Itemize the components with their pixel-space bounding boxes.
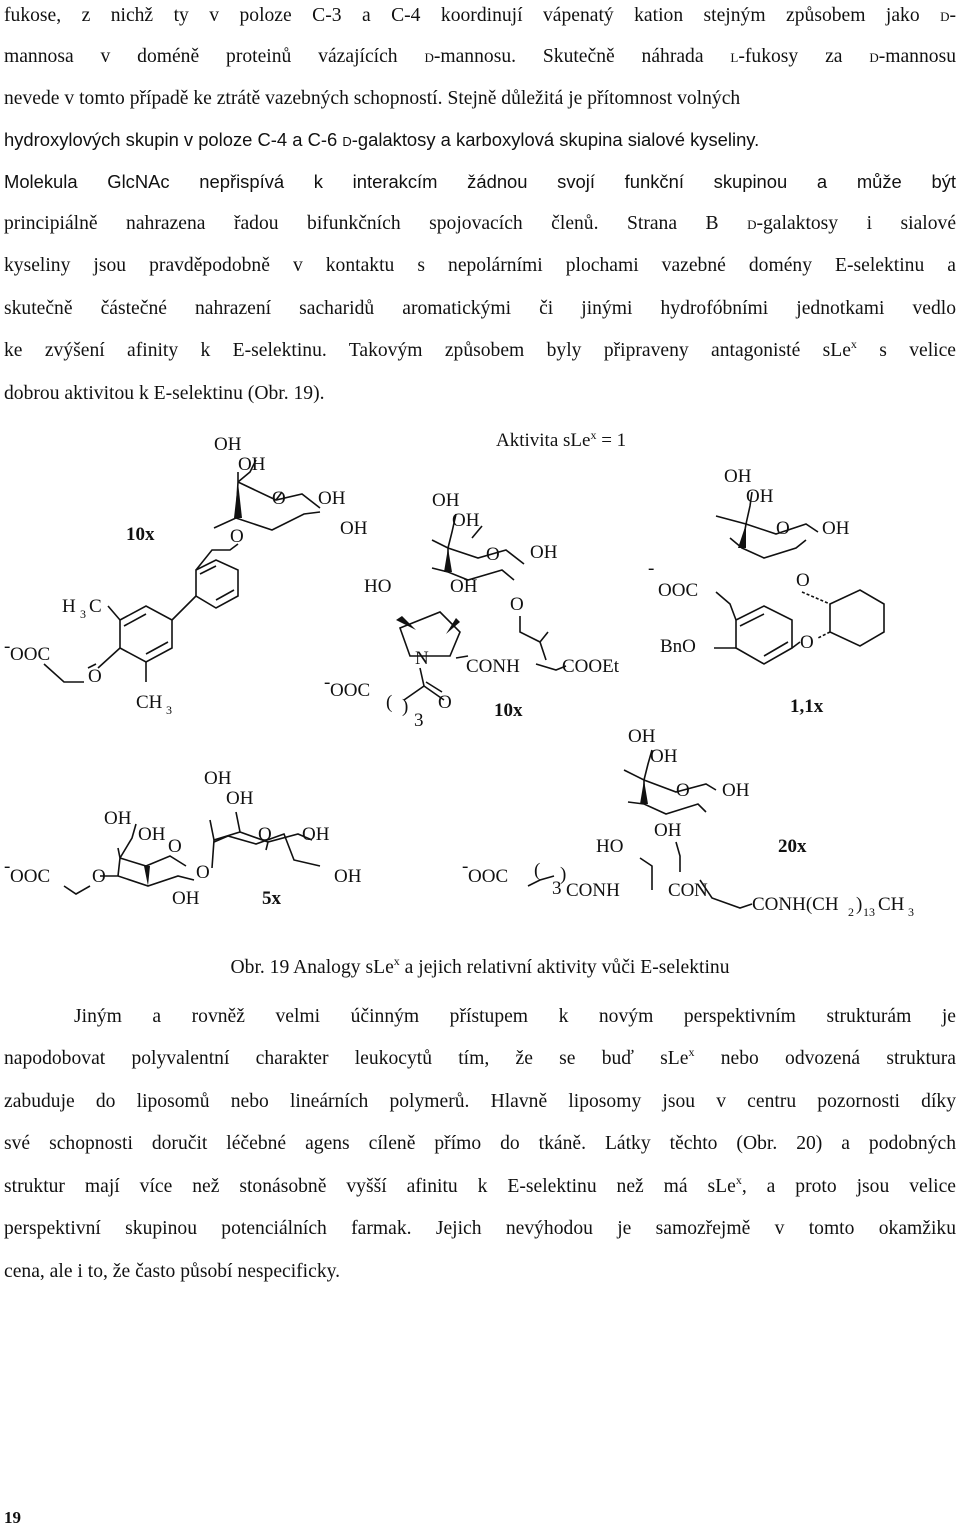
structure-atom-label: CO xyxy=(668,880,695,901)
activity-label: Aktivita sLe$^x$ = 1 xyxy=(496,428,627,451)
compound-4 xyxy=(4,768,362,909)
structure-atom-label: - xyxy=(4,636,11,657)
bond-line xyxy=(120,824,136,858)
bond-line xyxy=(624,770,716,814)
bond-line xyxy=(432,540,524,580)
text-line xyxy=(4,87,956,111)
structure-atom-label: O xyxy=(258,824,272,845)
structure-atom-label: OH xyxy=(138,824,166,845)
structure-atom-label: ( xyxy=(534,860,541,881)
structure-atom-label: OH xyxy=(628,726,656,747)
structure-atom-label: OH xyxy=(654,820,682,841)
structure-atom-label: OH xyxy=(724,466,752,487)
text-line xyxy=(4,339,956,363)
structure-atom-label: O xyxy=(272,488,286,509)
compound-3 xyxy=(648,466,884,717)
structure-atom-label: 3 xyxy=(166,703,172,717)
text-line xyxy=(4,128,956,154)
structure-atom-label: 10x xyxy=(494,700,523,721)
structure-atom-label: OH xyxy=(204,768,232,789)
structure-atom-label: OH xyxy=(238,454,266,475)
structure-atom-label: CONH xyxy=(466,656,520,677)
superscript: x xyxy=(735,1173,742,1187)
caption-text: Obr. 19 Analogy sLe xyxy=(230,957,394,978)
text-line xyxy=(4,4,956,29)
structure-atom-label: - xyxy=(324,672,331,693)
text-line xyxy=(4,170,956,194)
small-caps-letter: L xyxy=(730,50,739,65)
structure-atom-label: O xyxy=(486,544,500,565)
structure-atom-label: O xyxy=(796,570,810,591)
benzene-ring xyxy=(196,560,238,608)
structure-atom-label: 10x xyxy=(126,524,155,545)
bond-line xyxy=(792,642,800,648)
text-span: -galaktosy a karboxylová skupina sialové kyseliny. xyxy=(351,129,760,150)
text-span: -fukosy za xyxy=(738,46,870,67)
text-span: -mannosu. Skutečně náhrada xyxy=(433,46,731,67)
structure-atom-label: OH xyxy=(340,518,368,539)
text-span: nevede v tomto případě ke ztrátě vazebných schopností. xyxy=(4,88,448,109)
text-line xyxy=(4,1260,956,1284)
structure-atom-label: OH xyxy=(650,746,678,767)
structure-atom-label: HO xyxy=(364,576,392,597)
structure-atom-label: OH xyxy=(302,824,330,845)
structure-atom-label: H xyxy=(62,596,76,617)
bond-line xyxy=(716,516,818,558)
text-span: -mannosu xyxy=(878,46,956,67)
structure-atom-label: ( xyxy=(386,692,393,713)
structure-atom-label: OOC xyxy=(658,580,699,601)
structure-atom-label: 20x xyxy=(778,836,807,857)
structures-drawing xyxy=(0,420,960,950)
structure-atom-label: HO xyxy=(596,836,624,857)
structure-atom-label: ) xyxy=(856,894,863,915)
text-span: skutečně částečné nahrazení sacharidů aromatickými či jinými hydrofóbními jednotkami vedlo xyxy=(4,298,956,319)
structure-atom-label: OH xyxy=(746,486,774,507)
bond-line xyxy=(124,614,168,654)
structure-atom-label: C xyxy=(89,596,102,617)
text-span: hydroxylových skupin v poloze C-4 a C-6 xyxy=(4,129,343,150)
structure-atom-label: OOC xyxy=(10,644,51,665)
wedge-bond xyxy=(444,548,452,572)
text-line xyxy=(4,1090,956,1114)
structure-atom-label: O xyxy=(676,780,690,801)
structure-atom-label: - xyxy=(648,558,655,579)
small-caps-letter: D xyxy=(747,217,757,232)
structure-atom-label: OH xyxy=(450,576,478,597)
structure-atom-label: CH xyxy=(878,894,905,915)
wedge-bond xyxy=(640,780,648,804)
text-span: mannosa v doméně proteinů vázajících xyxy=(4,46,425,67)
structure-atom-label: ) xyxy=(560,864,567,885)
structure-atom-label: N xyxy=(694,880,708,901)
text-span: své schopnosti doručit léčebné agens cíleně přímo do tkáně. Látky těchto (Obr. 20) a podobných xyxy=(4,1133,956,1154)
structure-atom-label: 1,1x xyxy=(790,696,824,717)
structure-atom-label: - xyxy=(462,856,469,877)
structure-atom-label: 3 xyxy=(80,607,86,621)
page-number: 19 xyxy=(4,1508,21,1527)
text-line xyxy=(4,1217,956,1241)
structure-atom-label: 3 xyxy=(552,878,562,899)
structure-atom-label: OOC xyxy=(330,680,371,701)
structure-atom-label: OH xyxy=(318,488,346,509)
text-span: dobrou aktivitou k E-selektinu (Obr. 19). xyxy=(4,383,325,404)
text-line xyxy=(4,254,956,278)
text-span: , a proto jsou velice xyxy=(741,1176,956,1197)
structure-atom-label: OOC xyxy=(10,866,51,887)
structure-atom-label: 5x xyxy=(262,888,281,909)
structure-atom-label: OH xyxy=(722,780,750,801)
wedge-bond xyxy=(144,866,150,886)
small-caps-letter: D xyxy=(869,50,879,65)
bond-line xyxy=(520,616,548,660)
text-span: cena, ale i to, že často působí nespecificky. xyxy=(4,1261,341,1282)
text-span: struktur mají více než stonásobně vyšší afinitu k E-selektinu než má sLe xyxy=(4,1176,736,1197)
structure-atom-label: O xyxy=(168,836,182,857)
structure-atom-label: OH xyxy=(822,518,850,539)
text-span: fukose, z nichž ty v poloze C-3 a C-4 koordinují vápenatý kation stejným způsobem jako xyxy=(4,5,941,26)
structure-atom-label: BnO xyxy=(660,636,696,657)
structure-atom-label: O xyxy=(230,526,244,547)
text-span: Stejně důležitá je přítomnost volných xyxy=(447,88,741,109)
structure-atom-label: OH xyxy=(214,434,242,455)
wedge-bond xyxy=(234,482,242,518)
bond-line xyxy=(802,592,830,604)
small-caps-letter: D xyxy=(342,134,352,149)
caption-text: a jejich relativní aktivity vůči E-selektinu xyxy=(399,957,730,978)
figure-19-structures xyxy=(0,420,960,950)
structure-atom-label: 3 xyxy=(414,710,424,731)
bond-line xyxy=(64,886,90,894)
structure-atom-label: OH xyxy=(104,808,132,829)
figure-caption xyxy=(0,956,960,980)
superscript: x xyxy=(393,954,400,968)
text-span: ke zvýšení afinity k E-selektinu. Takovým způsobem byly připraveny antagonisté sLe xyxy=(4,340,851,361)
text-line xyxy=(4,382,956,406)
text-span: Strana B xyxy=(627,213,748,234)
structure-atom-label: O xyxy=(800,632,814,653)
small-caps-letter: D xyxy=(424,50,434,65)
structure-atom-label: O xyxy=(776,518,790,539)
bond-line xyxy=(214,472,320,530)
structure-atom-label: OH xyxy=(172,888,200,909)
bond-line xyxy=(818,632,830,638)
superscript: x xyxy=(850,337,857,351)
text-span: principiálně nahrazena řadou bifunkčních spojovacích členů. xyxy=(4,213,627,234)
text-line xyxy=(4,45,956,70)
text-line xyxy=(4,1132,956,1156)
structure-atom-label: O xyxy=(196,862,210,883)
structure-atom-label: OH xyxy=(452,510,480,531)
text-span: nebo odvozená struktura xyxy=(694,1048,957,1069)
structure-atom-label: O xyxy=(510,594,524,615)
structure-atom-label: - xyxy=(4,856,11,877)
structure-atom-label: 3 xyxy=(908,905,914,919)
superscript: x xyxy=(688,1045,695,1059)
text-span: napodobovat polyvalentní charakter leukocytů tím, že se buď sLe xyxy=(4,1048,689,1069)
structure-atom-label: O xyxy=(438,692,452,713)
text-span: kyseliny jsou pravděpodobně v kontaktu s nepolárními plochami vazebné domény E-selektinu a xyxy=(4,255,956,276)
bond-line xyxy=(740,614,788,656)
structure-atom-label: OH xyxy=(334,866,362,887)
bond-line xyxy=(200,566,234,600)
cyclohexane-ring xyxy=(830,590,884,646)
text-line xyxy=(4,1047,956,1071)
small-caps-letter: D xyxy=(940,9,950,24)
text-line xyxy=(74,1005,956,1029)
bond-line xyxy=(714,592,736,648)
text-span: -galaktosy i sialové xyxy=(756,213,957,234)
structure-atom-label: O xyxy=(92,866,106,887)
structure-atom-label: OOC xyxy=(468,866,509,887)
structure-atom-label: CH xyxy=(136,692,163,713)
structure-atom-label: O xyxy=(88,666,102,687)
text-span: Jiným a rovněž velmi účinným přístupem k novým perspektivním strukturám je xyxy=(74,1006,956,1027)
text-line xyxy=(4,212,956,237)
text-span: perspektivní skupinou potenciálních farmak. Jejich nevýhodou je samozřejmě v tomto okamžiku xyxy=(4,1218,956,1239)
bond-line xyxy=(528,876,554,886)
pyrrolidine-ring xyxy=(400,612,460,656)
structure-atom-label: OH xyxy=(432,490,460,511)
bond-line xyxy=(172,596,196,620)
structure-atom-label: OH xyxy=(226,788,254,809)
structure-atom-label: CONH xyxy=(566,880,620,901)
structure-atom-label: CONH(CH xyxy=(752,894,839,915)
text-span: s velice xyxy=(856,340,956,361)
structure-atom-label: COOEt xyxy=(562,656,619,677)
compound-2 xyxy=(324,490,620,731)
structure-atom-label: OH xyxy=(530,542,558,563)
text-line xyxy=(4,1175,956,1199)
text-line xyxy=(4,297,956,321)
structure-atom-label: 13 xyxy=(863,905,875,919)
text-span: - xyxy=(949,5,956,26)
structure-atom-label: N xyxy=(415,648,429,669)
compound-5 xyxy=(462,726,914,919)
compound-1 xyxy=(4,434,371,717)
structure-atom-label: ) xyxy=(402,696,409,717)
text-span: Molekula GlcNAc nepřispívá k interakcím žádnou svojí funkční skupinou a může být xyxy=(4,171,956,192)
structure-atom-label: 2 xyxy=(848,905,854,919)
text-span: zabuduje do liposomů nebo lineárních polymerů. Hlavně liposomy jsou v centru pozornosti díky xyxy=(4,1091,956,1112)
